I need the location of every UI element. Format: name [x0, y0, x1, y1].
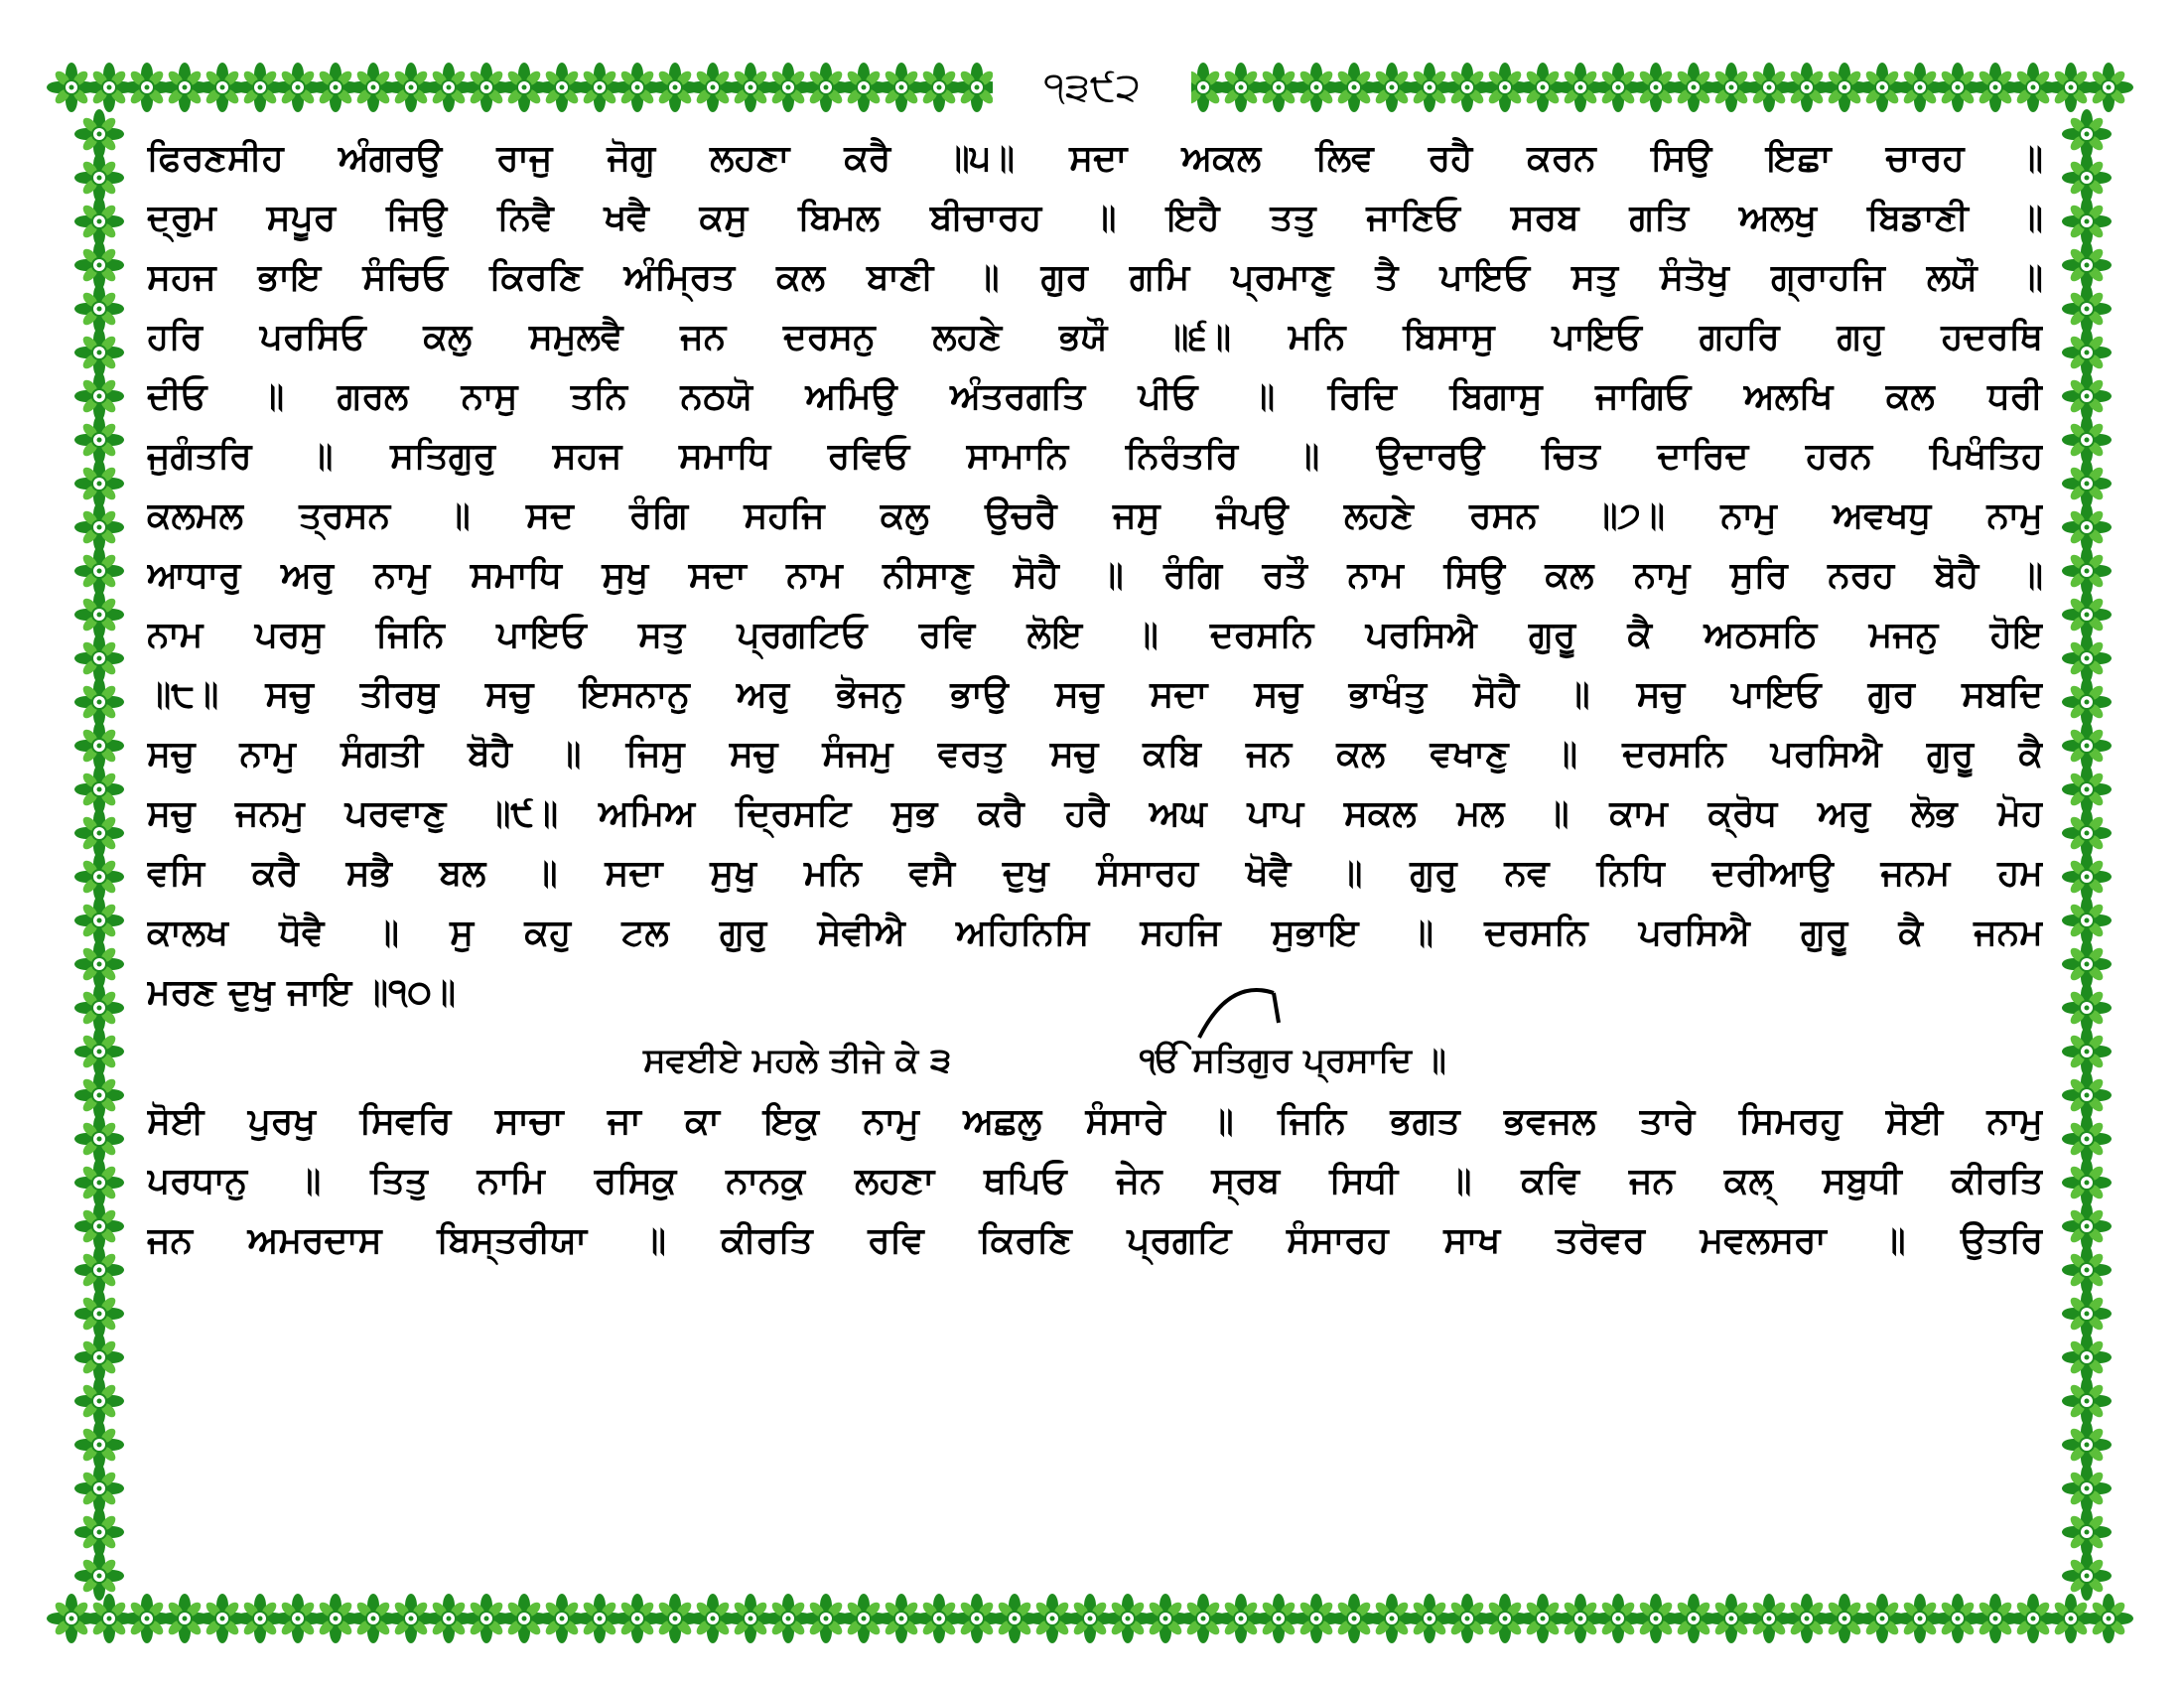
border-flower-icon	[74, 459, 124, 508]
border-flower-icon	[2062, 765, 2112, 814]
border-flower-icon	[74, 1507, 124, 1557]
border-flower-icon	[74, 590, 124, 639]
border-flower-icon	[2062, 1333, 2112, 1382]
border-flower-icon	[74, 1201, 124, 1251]
border-flower-icon	[2084, 63, 2133, 112]
border-flower-icon	[74, 1376, 124, 1426]
page-number: ੧੩੯੨	[993, 58, 1191, 117]
border-flower-icon	[74, 1289, 124, 1338]
text-line: ਫਿਰਣਸੀਹ ਅੰਗਰਉ ਰਾਜੁ ਜੋਗੁ ਲਹਣਾ ਕਰੈ ॥੫॥ ਸਦਾ ਅਕਲ ਲਿਵ ਰਹੈ ਕਰਨ ਸਿਉ ਇਛਾ ਚਾਰਹ ॥	[147, 138, 2043, 179]
text-line: ਕਾਲਖ ਧੋਵੈ ॥ ਸੁ ਕਹੁ ਟਲ ਗੁਰੁ ਸੇਵੀਐ ਅਹਿਨਿਸਿ ਸਹਜਿ ਸੁਭਾਇ ॥ ਦਰਸਨਿ ਪਰਸਿਐ ਗੁਰੂ ਕੈ ਜਨਮ	[147, 913, 2043, 953]
border-flower-icon	[2062, 197, 2112, 246]
border-flower-icon	[74, 1070, 124, 1120]
text-line: ਪਰਧਾਨੁ ॥ ਤਿਤੁ ਨਾਮਿ ਰਸਿਕੁ ਨਾਨਕੁ ਲਹਣਾ ਥਪਿਓ ਜੇਨ ਸ੍ਰਬ ਸਿਧੀ ॥ ਕਵਿ ਜਨ ਕਲ੍ ਸਬੁਧੀ ਕੀਰਤਿ	[147, 1161, 2043, 1201]
text-line: ਆਧਾਰੁ ਅਰੁ ਨਾਮੁ ਸਮਾਧਿ ਸੁਖੁ ਸਦਾ ਨਾਮ ਨੀਸਾਣੁ ਸੋਹੈ ॥ ਰੰਗਿ ਰਤੌ ਨਾਮ ਸਿਉ ਕਲ ਨਾਮੁ ਸੁਰਿ ਨਰਹ ਬੋਹੈ ॥	[147, 555, 2043, 596]
border-flower-icon	[2062, 721, 2112, 771]
border-flower-icon	[2062, 808, 2112, 858]
border-flower-icon	[74, 983, 124, 1033]
text-line: ਹਰਿ ਪਰਸਿਓ ਕਲੁ ਸਮੁਲਵੈ ਜਨ ਦਰਸਨੁ ਲਹਣੇ ਭਯੌ ॥੬॥ ਮਨਿ ਬਿਸਾਸੁ ਪਾਇਓ ਗਹਰਿ ਗਹੁ ਹਦਰਥਿ	[147, 317, 2043, 357]
text-line: ਜਨ ਅਮਰਦਾਸ ਬਿਸ੍ਤਰੀਯਾ ॥ ਕੀਰਤਿ ਰਵਿ ਕਿਰਣਿ ਪ੍ਰਗਟਿ ਸੰਸਾਰਹ ਸਾਖ ਤਰੋਵਰ ਮਵਲਸਰਾ ॥ ਉਤਰਿ	[147, 1220, 2043, 1261]
border-flower-icon	[74, 197, 124, 246]
border-flower-icon	[74, 1551, 124, 1601]
border-flower-icon	[2062, 1201, 2112, 1251]
border-flower-icon	[2062, 459, 2112, 508]
text-line: ਜੁਗੰਤਰਿ ॥ ਸਤਿਗੁਰੁ ਸਹਜ ਸਮਾਧਿ ਰਵਿਓ ਸਾਮਾਨਿ ਨਿਰੰਤਰਿ ॥ ਉਦਾਰਉ ਚਿਤ ਦਾਰਿਦ ਹਰਨ ਪਿਖੰਤਿਹ	[147, 436, 2043, 477]
border-flower-icon	[2062, 939, 2112, 989]
border-flower-icon	[2062, 1027, 2112, 1076]
border-flower-icon	[74, 1333, 124, 1382]
section-heading: ਸਵਈਏ ਮਹਲੇ ਤੀਜੇ ਕੇ ੩	[643, 1041, 952, 1080]
scripture-text	[147, 129, 2043, 1271]
border-flower-icon	[74, 633, 124, 683]
border-flower-icon	[2062, 371, 2112, 421]
border-flower-icon	[74, 677, 124, 727]
border-flower-icon	[2084, 1594, 2133, 1643]
border-flower-icon	[2062, 896, 2112, 945]
border-flower-icon	[2062, 852, 2112, 902]
border-flower-icon	[2062, 1158, 2112, 1207]
border-flower-icon	[74, 109, 124, 159]
border-flower-icon	[2062, 590, 2112, 639]
text-line: ਦ੍ਰੁਮ ਸਪੂਰ ਜਿਉ ਨਿਵੈ ਖਵੈ ਕਸੁ ਬਿਮਲ ਬੀਚਾਰਹ ॥ ਇਹੈ ਤਤੁ ਜਾਣਿਓ ਸਰਬ ਗਤਿ ਅਲਖੁ ਬਿਡਾਣੀ ॥	[147, 198, 2043, 238]
border-flower-icon	[74, 1158, 124, 1207]
border-flower-icon	[74, 153, 124, 203]
border-flower-icon	[2062, 328, 2112, 377]
border-flower-icon	[2062, 983, 2112, 1033]
border-flower-icon	[2062, 1420, 2112, 1470]
border-flower-icon	[74, 721, 124, 771]
border-flower-icon	[2062, 1114, 2112, 1164]
border-flower-icon	[74, 939, 124, 989]
border-flower-icon	[2062, 1245, 2112, 1295]
text-line: ਵਸਿ ਕਰੈ ਸਭੈ ਬਲ ॥ ਸਦਾ ਸੁਖੁ ਮਨਿ ਵਸੈ ਦੁਖੁ ਸੰਸਾਰਹ ਖੋਵੈ ॥ ਗੁਰੁ ਨਵ ਨਿਧਿ ਦਰੀਆਉ ਜਨਮ ਹਮ	[147, 853, 2043, 894]
border-flower-icon	[74, 371, 124, 421]
border-flower-icon	[74, 808, 124, 858]
border-flower-icon	[2062, 546, 2112, 596]
text-line: ਸਹਜ ਭਾਇ ਸੰਚਿਓ ਕਿਰਣਿ ਅੰਮ੍ਰਿਤ ਕਲ ਬਾਣੀ ॥ ਗੁਰ ਗਮਿ ਪ੍ਰਮਾਣੁ ਤੈ ਪਾਇਓ ਸਤੁ ਸੰਤੋਖੁ ਗ੍ਰਾਹਜਿ ਲਯੌ ॥	[147, 257, 2043, 298]
border-flower-icon	[2062, 1289, 2112, 1338]
border-flower-icon	[74, 852, 124, 902]
border-flower-icon	[2062, 109, 2112, 159]
border-flower-icon	[2062, 284, 2112, 334]
border-flower-icon	[74, 1464, 124, 1513]
section-heading-row	[147, 1023, 2043, 1092]
border-flower-icon	[74, 1245, 124, 1295]
text-line: ਮਰਣ ਦੁਖੁ ਜਾਇ ॥੧੦॥	[147, 972, 457, 1013]
border-flower-icon	[74, 896, 124, 945]
border-flower-icon	[2062, 1464, 2112, 1513]
text-line: ਕਲਮਲ ਤ੍ਰਸਨ ॥ ਸਦ ਰੰਗਿ ਸਹਜਿ ਕਲੁ ਉਚਰੈ ਜਸੁ ਜੰਪਉ ਲਹਣੇ ਰਸਨ ॥੭॥ ਨਾਮੁ ਅਵਖਧੁ ਨਾਮੁ	[147, 495, 2043, 536]
border-flower-icon	[2062, 1507, 2112, 1557]
border-flower-icon	[74, 284, 124, 334]
text-line: ਦੀਓ ॥ ਗਰਲ ਨਾਸੁ ਤਨਿ ਨਠਯੋ ਅਮਿਉ ਅੰਤਰਗਤਿ ਪੀਓ ॥ ਰਿਦਿ ਬਿਗਾਸੁ ਜਾਗਿਓ ਅਲਖਿ ਕਲ ਧਰੀ	[147, 376, 2043, 417]
text-line: ਸਚੁ ਨਾਮੁ ਸੰਗਤੀ ਬੋਹੈ ॥ ਜਿਸੁ ਸਚੁ ਸੰਜਮੁ ਵਰਤੁ ਸਚੁ ਕਬਿ ਜਨ ਕਲ ਵਖਾਣੁ ॥ ਦਰਸਨਿ ਪਰਸਿਐ ਗੁਰੂ ਕੈ	[147, 734, 2043, 774]
border-flower-icon	[2062, 1070, 2112, 1120]
border-flower-icon	[74, 415, 124, 465]
border-flower-icon	[74, 502, 124, 552]
text-line: ਸੋਈ ਪੁਰਖੁ ਸਿਵਰਿ ਸਾਚਾ ਜਾ ਕਾ ਇਕੁ ਨਾਮੁ ਅਛਲੁ ਸੰਸਾਰੇ ॥ ਜਿਨਿ ਭਗਤ ਭਵਜਲ ਤਾਰੇ ਸਿਮਰਹੁ ਸੋਈ ਨਾਮੁ	[147, 1101, 2043, 1142]
border-flower-icon	[74, 240, 124, 290]
border-flower-icon	[74, 1027, 124, 1076]
border-flower-icon	[2062, 240, 2112, 290]
border-flower-icon	[2062, 415, 2112, 465]
text-line: ਨਾਮ ਪਰਸੁ ਜਿਨਿ ਪਾਇਓ ਸਤੁ ਪ੍ਰਗਟਿਓ ਰਵਿ ਲੋਇ ॥ ਦਰਸਨਿ ਪਰਸਿਐ ਗੁਰੂ ਕੈ ਅਠਸਠਿ ਮਜਨੁ ਹੋਇ	[147, 615, 2043, 655]
text-line: ॥੮॥ ਸਚੁ ਤੀਰਥੁ ਸਚੁ ਇਸਨਾਨੁ ਅਰੁ ਭੋਜਨੁ ਭਾਉ ਸਚੁ ਸਦਾ ਸਚੁ ਭਾਖੰਤੁ ਸੋਹੈ ॥ ਸਚੁ ਪਾਇਓ ਗੁਰ ਸਬਦਿ	[147, 674, 2043, 715]
border-flower-icon	[74, 1420, 124, 1470]
border-flower-icon	[2062, 633, 2112, 683]
border-flower-icon	[2062, 1551, 2112, 1601]
border-flower-icon	[2062, 502, 2112, 552]
border-flower-icon	[2062, 153, 2112, 203]
text-line: ਸਚੁ ਜਨਮੁ ਪਰਵਾਣੁ ॥੯॥ ਅਮਿਅ ਦ੍ਰਿਸਟਿ ਸੁਭ ਕਰੈ ਹਰੈ ਅਘ ਪਾਪ ਸਕਲ ਮਲ ॥ ਕਾਮ ਕ੍ਰੋਧ ਅਰੁ ਲੋਭ ਮੋਹ	[147, 793, 2043, 834]
mool-invocation: ੴ ਸਤਿਗੁਰ ਪ੍ਰਸਾਦਿ ॥	[1140, 1041, 1446, 1080]
border-flower-icon	[2062, 1376, 2112, 1426]
border-flower-icon	[74, 328, 124, 377]
border-flower-icon	[74, 1114, 124, 1164]
border-flower-icon	[74, 765, 124, 814]
border-flower-icon	[74, 546, 124, 596]
border-flower-icon	[2062, 677, 2112, 727]
